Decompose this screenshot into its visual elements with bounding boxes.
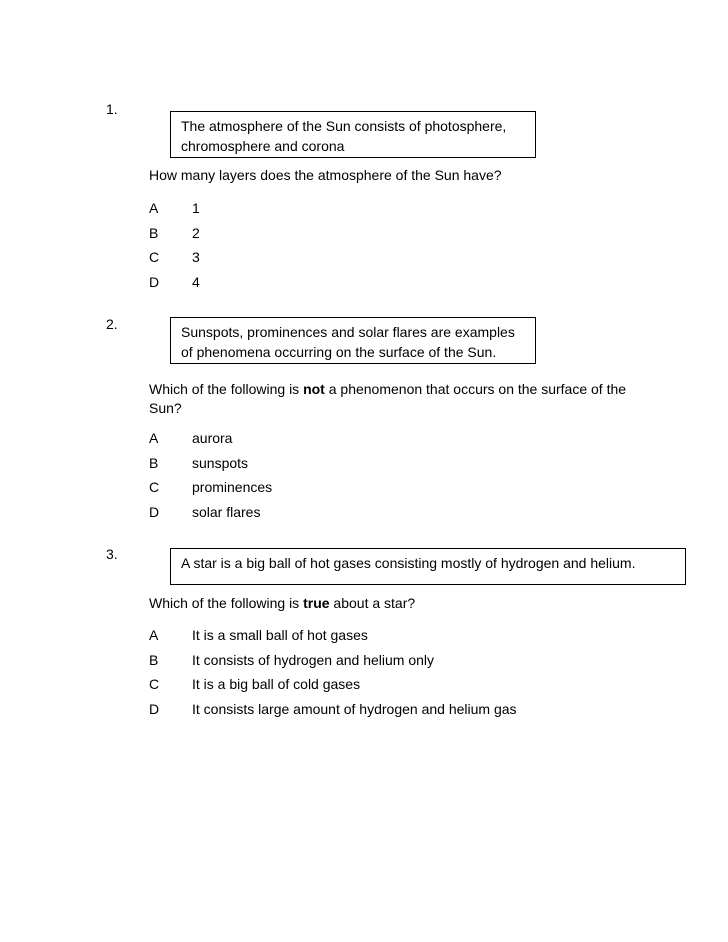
option-b[interactable]: [149, 650, 517, 675]
option-d[interactable]: [149, 502, 272, 527]
option-letter: B: [149, 224, 159, 241]
option-text: It consists large amount of hydrogen and helium gas: [192, 700, 517, 717]
option-a[interactable]: [149, 625, 517, 650]
question-number: 1.: [106, 101, 118, 117]
stem-emphasis: true: [303, 595, 330, 611]
option-text: solar flares: [192, 503, 261, 520]
option-text: sunspots: [192, 454, 249, 471]
info-box: [170, 317, 536, 364]
answer-options: [149, 625, 517, 723]
option-text: prominences: [192, 479, 273, 496]
info-line: The atmosphere of the Sun consists of photosphere,: [181, 118, 507, 134]
info-line: chromosphere and corona: [181, 138, 345, 154]
option-text: It is a big ball of cold gases: [192, 676, 361, 693]
option-c[interactable]: [149, 674, 517, 699]
option-d[interactable]: [149, 272, 200, 297]
option-letter: C: [149, 676, 160, 693]
question-number: 3.: [106, 546, 118, 562]
option-d[interactable]: [149, 699, 517, 724]
option-letter: D: [149, 700, 160, 717]
option-a[interactable]: [149, 428, 272, 453]
info-line: A star is a big ball of hot gases consisting mostly of hydrogen and helium.: [181, 555, 636, 571]
option-text: aurora: [192, 430, 233, 446]
answer-options: [149, 428, 272, 526]
option-letter: B: [149, 454, 159, 471]
stem-text: Which of the following is: [149, 381, 304, 397]
option-letter: C: [149, 249, 160, 266]
stem-text: How many layers does the atmosphere of the Sun have?: [149, 167, 502, 183]
answer-options: [149, 198, 200, 296]
option-letter: D: [149, 273, 160, 290]
option-b[interactable]: [149, 453, 272, 478]
option-a[interactable]: [149, 198, 200, 223]
question-stem: [149, 380, 629, 418]
option-text: 2: [192, 224, 200, 241]
option-text: 1: [192, 200, 200, 216]
question-number: 2.: [106, 316, 118, 332]
info-line: Sunspots, prominences and solar flares are examples: [181, 324, 515, 340]
option-b[interactable]: [149, 223, 200, 248]
option-letter: A: [149, 430, 159, 446]
question-stem: [149, 166, 649, 185]
option-letter: A: [149, 200, 159, 216]
option-text: 3: [192, 249, 200, 266]
stem-emphasis: not: [303, 381, 325, 397]
info-box: [170, 111, 536, 158]
info-line: of phenomena occurring on the surface of the Sun.: [181, 344, 497, 360]
option-text: It consists of hydrogen and helium only: [192, 651, 435, 668]
option-letter: B: [149, 651, 159, 668]
stem-text: about a star?: [329, 595, 416, 611]
option-text: It is a small ball of hot gases: [192, 627, 368, 643]
option-c[interactable]: [149, 247, 200, 272]
option-letter: A: [149, 627, 159, 643]
stem-text: Which of the following is: [149, 595, 304, 611]
option-c[interactable]: [149, 477, 272, 502]
info-box: [170, 548, 686, 585]
question-stem: [149, 594, 649, 613]
option-text: 4: [192, 273, 200, 290]
stem-text: a phenomenon that occurs on the surface of the Sun?: [149, 381, 627, 416]
option-letter: D: [149, 503, 160, 520]
option-letter: C: [149, 479, 160, 496]
